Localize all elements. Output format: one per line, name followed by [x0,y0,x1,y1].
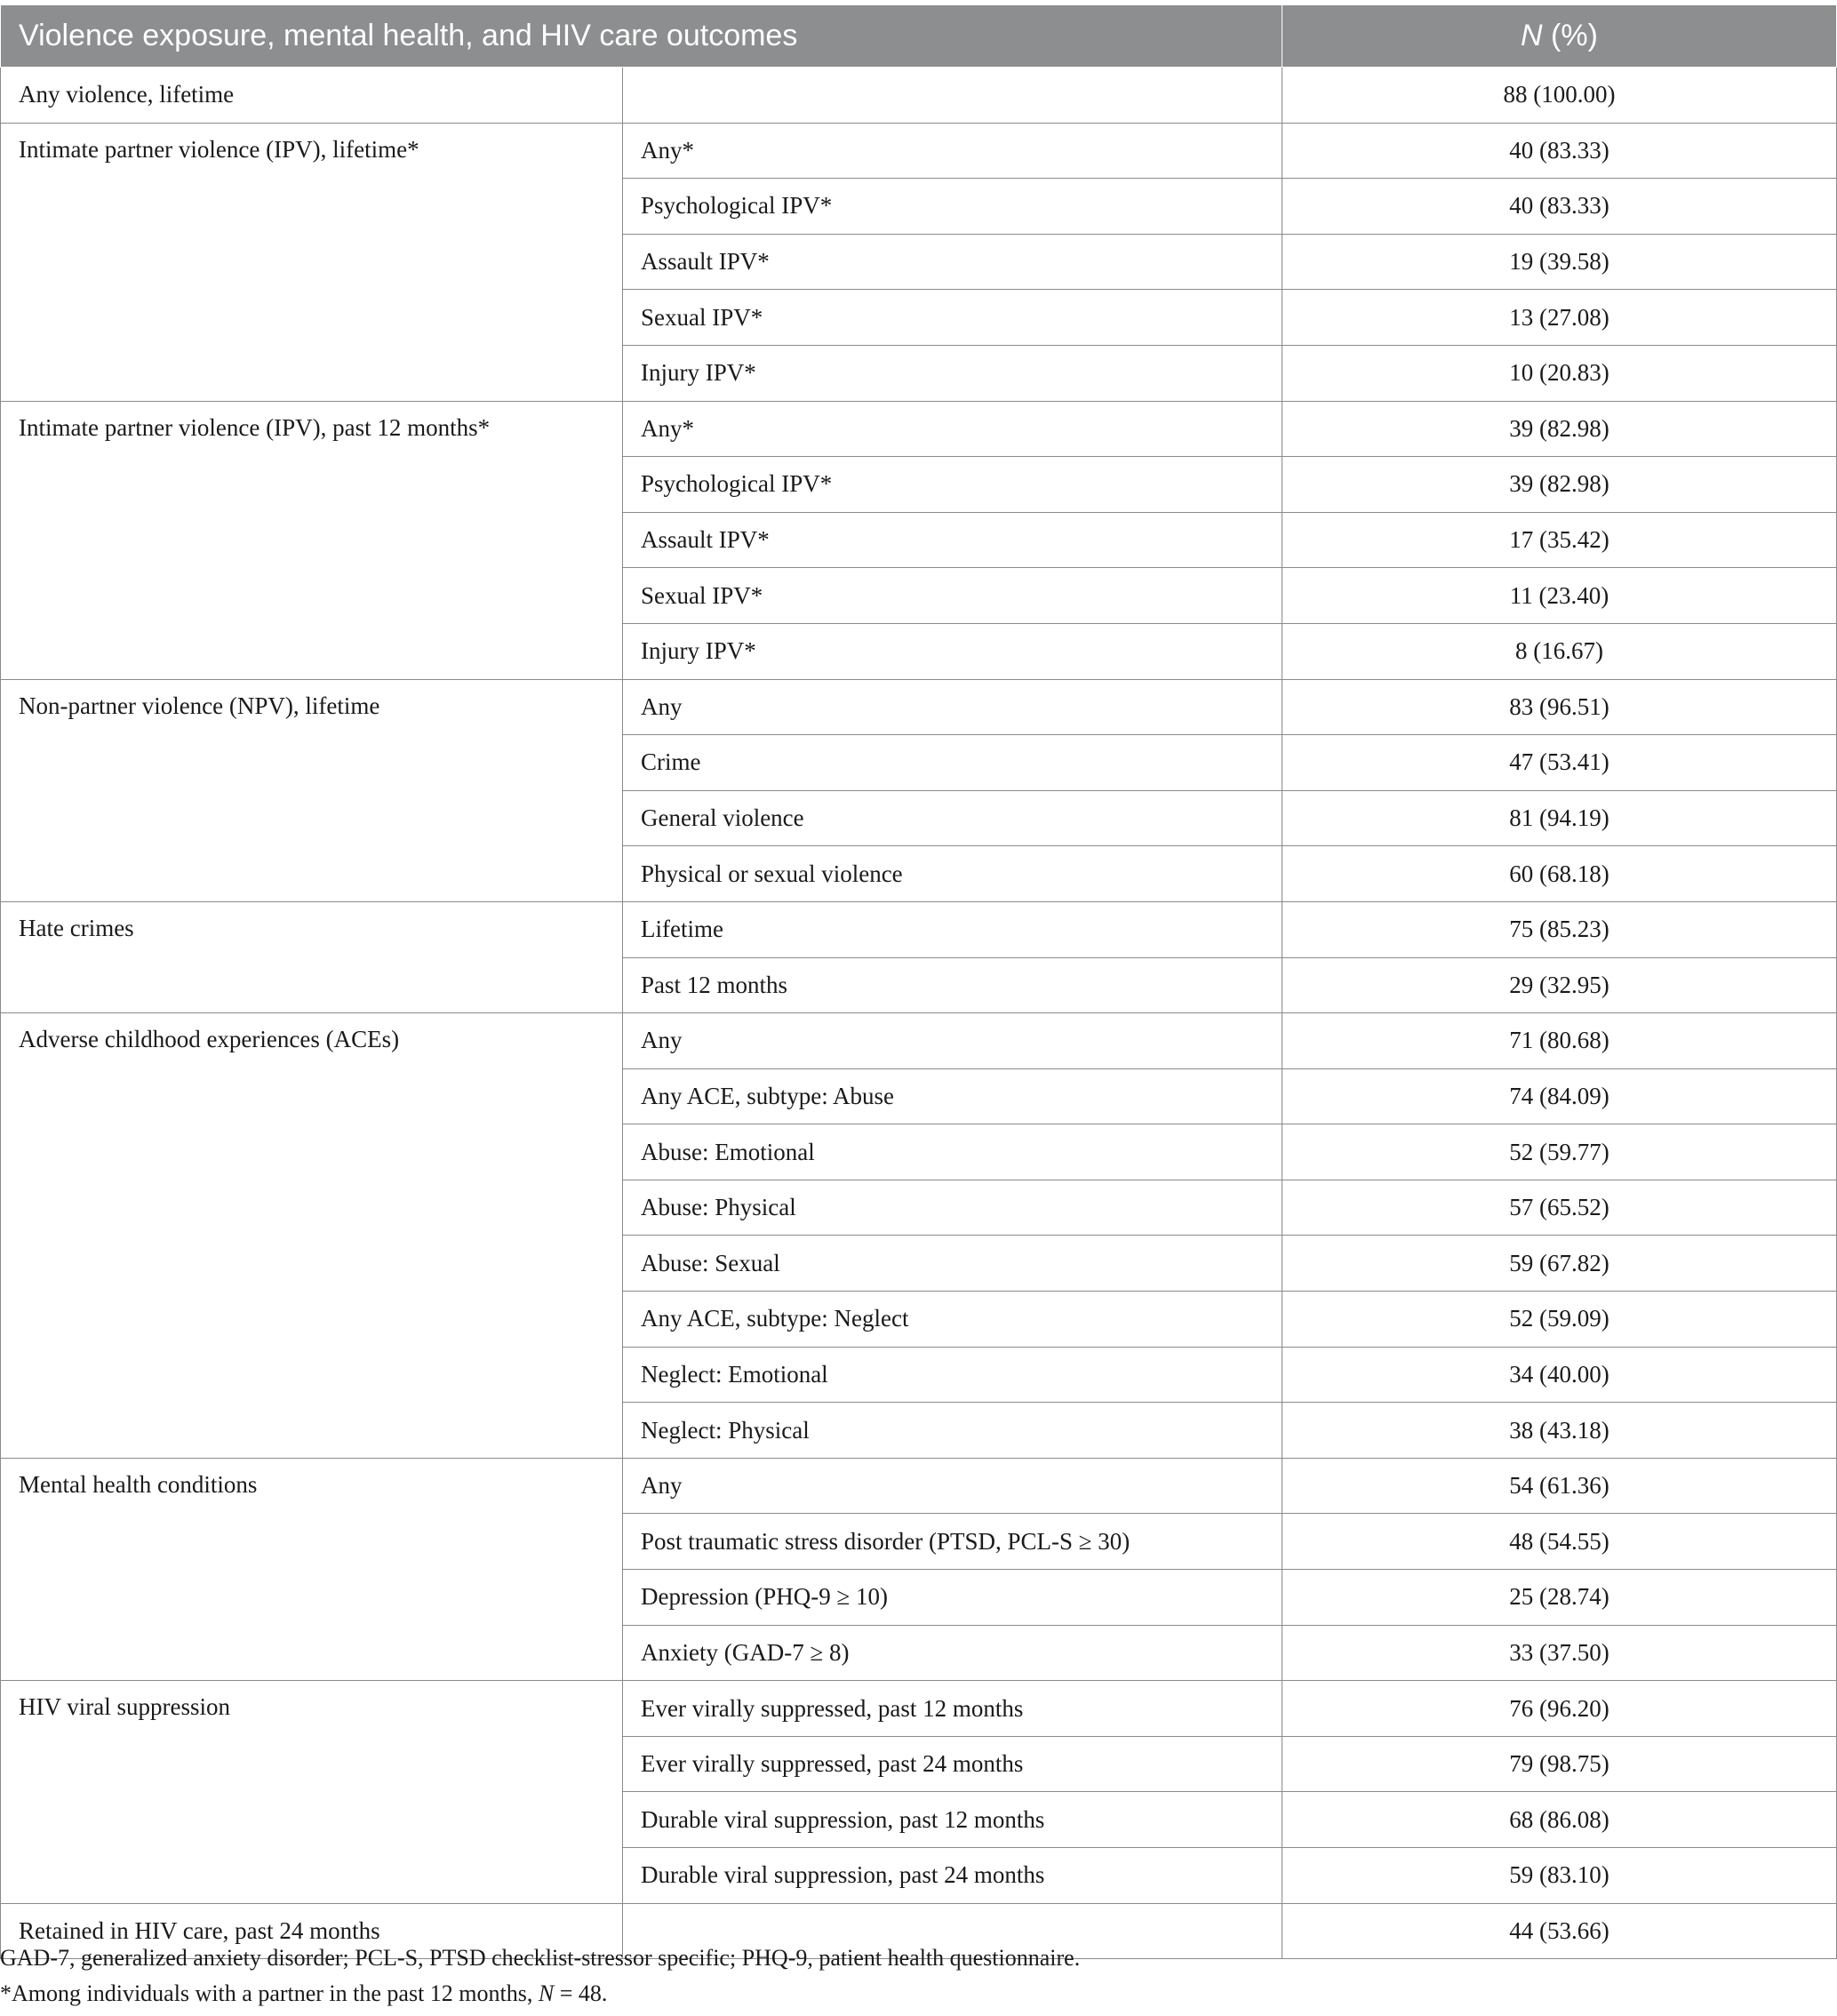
row-value: 79 (98.75) [1282,1736,1837,1792]
row-value: 88 (100.00) [1282,68,1837,124]
row-value: 38 (43.18) [1282,1403,1837,1459]
row-group-label: Intimate partner violence (IPV), past 12 months* [1,401,623,679]
row-value: 60 (68.18) [1282,846,1837,902]
row-value: 81 (94.19) [1282,790,1837,846]
row-value: 34 (40.00) [1282,1347,1837,1403]
table-row [1,901,1837,957]
row-item-label: Assault IPV* [623,234,1282,290]
row-value: 25 (28.74) [1282,1570,1837,1626]
row-value: 11 (23.40) [1282,568,1837,624]
row-value: 59 (83.10) [1282,1848,1837,1904]
row-value: 8 (16.67) [1282,623,1837,679]
row-item-label: Sexual IPV* [623,290,1282,346]
row-item-label: Injury IPV* [623,623,1282,679]
row-group-label: Non-partner violence (NPV), lifetime [1,679,623,901]
row-item-label: Any* [623,401,1282,457]
row-group-label: Retained in HIV care, past 24 months [1,1903,623,1959]
row-group-label: Any violence, lifetime [1,68,623,124]
row-value: 71 (80.68) [1282,1013,1837,1069]
table-row [1,123,1837,179]
row-item-label [623,68,1282,124]
row-value: 40 (83.33) [1282,123,1837,179]
footnote-partner [0,1980,607,2007]
table-row [1,1013,1837,1069]
row-item-label: Neglect: Emotional [623,1347,1282,1403]
row-value: 52 (59.09) [1282,1292,1837,1348]
row-value: 40 (83.33) [1282,179,1837,235]
row-value: 54 (61.36) [1282,1458,1837,1514]
row-group-label: Intimate partner violence (IPV), lifetime* [1,123,623,401]
table-header-row [1,5,1837,68]
header-measure: Violence exposure, mental health, and HIV care outcomes [1,5,1282,68]
row-value: 39 (82.98) [1282,457,1837,513]
row-item-label: Any ACE, subtype: Abuse [623,1068,1282,1124]
row-group-label: Adverse childhood experiences (ACEs) [1,1013,623,1459]
row-value: 75 (85.23) [1282,901,1837,957]
footnote-n-letter: N [538,1980,555,2006]
row-item-label: Assault IPV* [623,512,1282,568]
table-row [1,1681,1837,1737]
row-group-label: Hate crimes [1,901,623,1012]
row-item-label: Physical or sexual violence [623,846,1282,902]
row-value: 83 (96.51) [1282,679,1837,735]
footnote-partner-text: *Among individuals with a partner in the past 12 months, [0,1980,539,2006]
row-item-label: Psychological IPV* [623,457,1282,513]
table-row [1,679,1837,735]
row-value: 59 (67.82) [1282,1236,1837,1292]
row-item-label: Ever virally suppressed, past 24 months [623,1736,1282,1792]
row-item-label: Durable viral suppression, past 24 months [623,1848,1282,1904]
row-item-label: General violence [623,790,1282,846]
row-value: 44 (53.66) [1282,1903,1837,1959]
row-item-label: Any [623,1013,1282,1069]
row-item-label: Durable viral suppression, past 12 months [623,1792,1282,1848]
row-item-label: Psychological IPV* [623,179,1282,235]
results-table [0,5,1837,1959]
row-value: 13 (27.08) [1282,290,1837,346]
row-item-label: Neglect: Physical [623,1403,1282,1459]
header-percent: (%) [1542,19,1598,52]
row-value: 47 (53.41) [1282,735,1837,791]
row-value: 29 (32.95) [1282,957,1837,1013]
row-item-label: Injury IPV* [623,345,1282,401]
table-row [1,68,1837,124]
row-item-label: Past 12 months [623,957,1282,1013]
row-group-label: Mental health conditions [1,1458,623,1680]
row-value: 33 (37.50) [1282,1625,1837,1681]
footnote-n-value: = 48. [554,1980,608,2006]
row-item-label: Anxiety (GAD-7 ≥ 8) [623,1625,1282,1681]
row-item-label: Abuse: Emotional [623,1124,1282,1180]
row-item-label: Lifetime [623,901,1282,957]
header-n-letter: N [1521,19,1543,52]
table-row [1,401,1837,457]
row-item-label: Sexual IPV* [623,568,1282,624]
row-value: 10 (20.83) [1282,345,1837,401]
row-group-label: HIV viral suppression [1,1681,623,1903]
row-item-label: Crime [623,735,1282,791]
row-item-label: Any [623,1458,1282,1514]
row-value: 57 (65.52) [1282,1180,1837,1236]
row-item-label: Post traumatic stress disorder (PTSD, PCL-S ≥ 30) [623,1514,1282,1570]
row-item-label: Depression (PHQ-9 ≥ 10) [623,1570,1282,1626]
row-value: 17 (35.42) [1282,512,1837,568]
footnote-abbreviations: GAD-7, generalized anxiety disorder; PCL-S, PTSD checklist-stressor specific; PHQ-9, patient health questionnaire. [0,1945,1081,1971]
row-item-label: Any* [623,123,1282,179]
row-value: 19 (39.58) [1282,234,1837,290]
row-value: 74 (84.09) [1282,1068,1837,1124]
header-n-percent [1282,5,1837,68]
row-item-label: Abuse: Sexual [623,1236,1282,1292]
row-value: 68 (86.08) [1282,1792,1837,1848]
table-row [1,1458,1837,1514]
row-item-label: Any [623,679,1282,735]
row-item-label: Abuse: Physical [623,1180,1282,1236]
row-value: 39 (82.98) [1282,401,1837,457]
row-item-label: Ever virally suppressed, past 12 months [623,1681,1282,1737]
row-value: 76 (96.20) [1282,1681,1837,1737]
row-value: 52 (59.77) [1282,1124,1837,1180]
row-item-label: Any ACE, subtype: Neglect [623,1292,1282,1348]
row-value: 48 (54.55) [1282,1514,1837,1570]
